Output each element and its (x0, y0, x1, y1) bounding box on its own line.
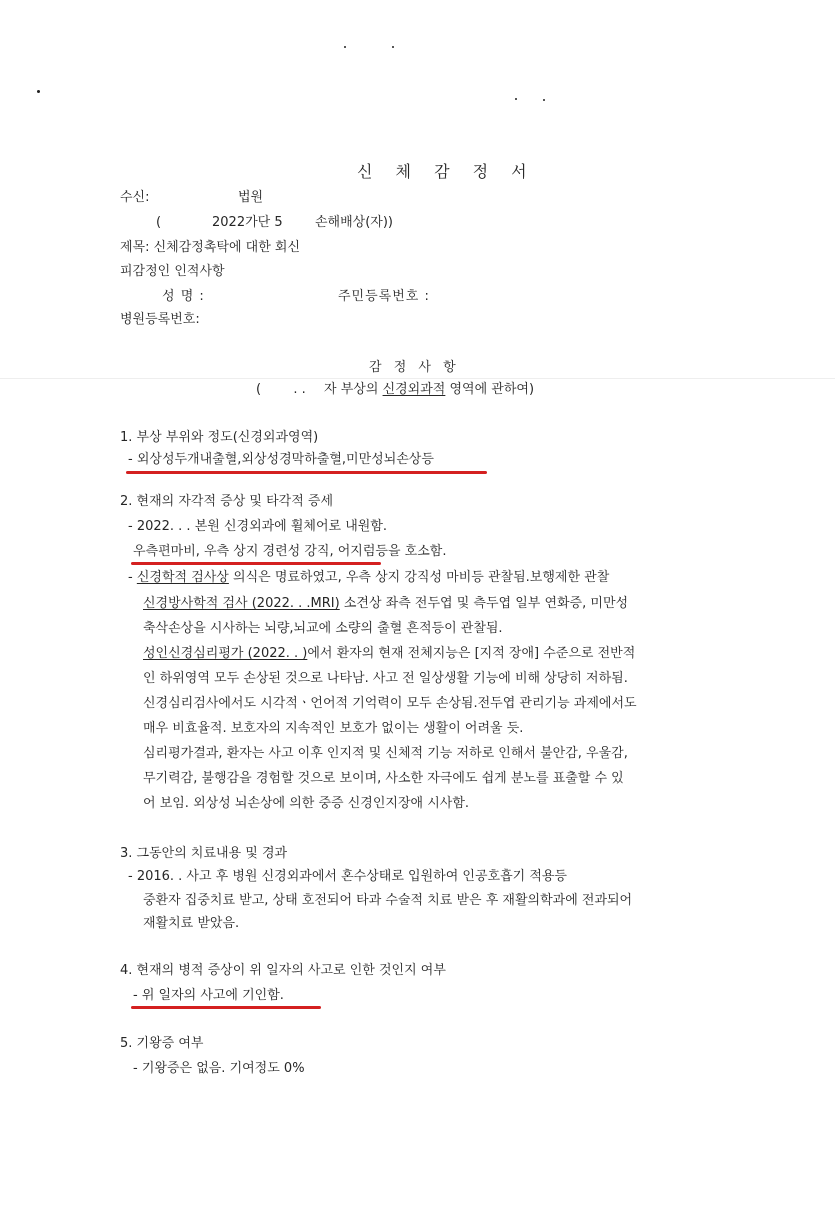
item-2-line-4: 신경방사학적 검사 (2022. . .MRI) 소견상 좌측 전두엽 및 측두엽 일부 연화증, 미만성 (143, 596, 629, 611)
case-number: 2022가단 5 (212, 215, 283, 230)
case-type: 손해배상(자)) (315, 215, 394, 230)
item-5-line-1: - 기왕증은 없음. 기여정도 0% (133, 1061, 305, 1076)
item-2-line-11: 무기력감, 불행감을 경험할 것으로 보이며, 사소한 자극에도 쉽게 분노를 표출할 수 있 (143, 771, 624, 786)
underlined-fragment: 신경학적 검사상 (136, 570, 229, 585)
scan-speck (37, 90, 40, 93)
item-3-line-2: 중환자 집중치료 받고, 상태 호전되어 타과 수술적 치료 받은 후 재활의학과에 전과되어 (143, 893, 633, 908)
item-2-line-2: 우측편마비, 우측 상지 경련성 강직, 어지럼등을 호소함. (133, 544, 447, 559)
hospital-id-label: 병원등록번호: (120, 312, 200, 327)
underlined-fragment: 성인신경심리평가 (2022. . ) (143, 646, 308, 661)
scope-underlined: 신경외과적 (382, 382, 446, 397)
scan-line (0, 378, 835, 379)
item-2-heading: 2. 현재의 자각적 증상 및 타각적 증세 (120, 494, 334, 509)
item-1-line-1: - 외상성두개내출혈,외상성경막하출혈,미만성뇌손상등 (128, 452, 434, 467)
scan-speck (344, 46, 346, 48)
recipient-label: 수신: (120, 190, 150, 205)
item-2-line-6: 성인신경심리평가 (2022. . )에서 환자의 현재 전체지능은 [지적 장애] 수준으로 전반적 (143, 646, 636, 661)
item-4-heading: 4. 현재의 병적 증상이 위 일자의 사고로 인한 것인지 여부 (120, 963, 446, 978)
item-2-line-9: 매우 비효율적. 보호자의 지속적인 보호가 없이는 생활이 어려울 듯. (143, 721, 524, 736)
item-2-line-10: 심리평가결과, 환자는 사고 이후 인지적 및 신체적 기능 저하로 인해서 불안감, 우울감, (143, 746, 628, 761)
scan-speck (392, 46, 394, 48)
red-underline (131, 562, 381, 565)
scope-text-after: 영역에 관하여) (449, 382, 535, 397)
scope-prefix: ( (256, 382, 262, 397)
item-2-line-8: 신경심리검사에서도 시각적ㆍ언어적 기억력이 모두 손상됨.전두엽 관리기능 과제에서도 (143, 696, 637, 711)
item-2-line-3: - 신경학적 검사상 의식은 명료하였고, 우측 상지 강직성 마비등 관찰됨.보행제한 관찰 (128, 570, 610, 585)
case-open-paren: ( (156, 215, 162, 230)
item-1-heading: 1. 부상 부위와 정도(신경외과영역) (120, 430, 319, 445)
item-4-line-1: - 위 일자의 사고에 기인함. (133, 988, 284, 1003)
section-heading: 감 정 사 항 (369, 360, 460, 375)
underlined-fragment: 신경방사학적 검사 (2022. . .MRI) (143, 596, 340, 611)
item-2-line-5: 축삭손상을 시사하는 뇌량,뇌교에 소량의 출혈 흔적등이 관찰됨. (143, 621, 503, 636)
subject-line: 제목: 신체감정촉탁에 대한 회신 (120, 240, 301, 255)
scan-speck (515, 98, 517, 100)
name-label: 성 명 : (162, 289, 205, 304)
scan-speck (543, 99, 545, 101)
item-3-line-1: - 2016. . 사고 후 병원 신경외과에서 혼수상태로 입원하여 인공호흡기 적용등 (128, 869, 567, 884)
item-2-line-12: 어 보임. 외상성 뇌손상에 의한 중증 신경인지장애 시사함. (143, 796, 470, 811)
red-underline (131, 1006, 321, 1009)
item-5-heading: 5. 기왕증 여부 (120, 1036, 204, 1051)
red-underline (126, 471, 487, 474)
item-3-heading: 3. 그동안의 치료내용 및 경과 (120, 846, 288, 861)
scope-text-before: 자 부상의 (324, 382, 379, 397)
rrn-label: 주민등록번호 : (338, 289, 430, 304)
scope-line (256, 382, 534, 398)
recipient-court: 법원 (238, 190, 264, 205)
scope-dots: . . (293, 382, 306, 397)
document-title: 신 체 감 정 서 (357, 162, 536, 181)
item-3-line-3: 재활치료 받았음. (143, 916, 240, 931)
item-2-line-7: 인 하위영역 모두 손상된 것으로 나타남. 사고 전 일상생활 기능에 비해 상당히 저하됨. (143, 671, 628, 686)
item-2-line-1: - 2022. . . 본원 신경외과에 휠체어로 내원함. (128, 519, 388, 534)
person-header: 피감정인 인적사항 (120, 264, 225, 279)
